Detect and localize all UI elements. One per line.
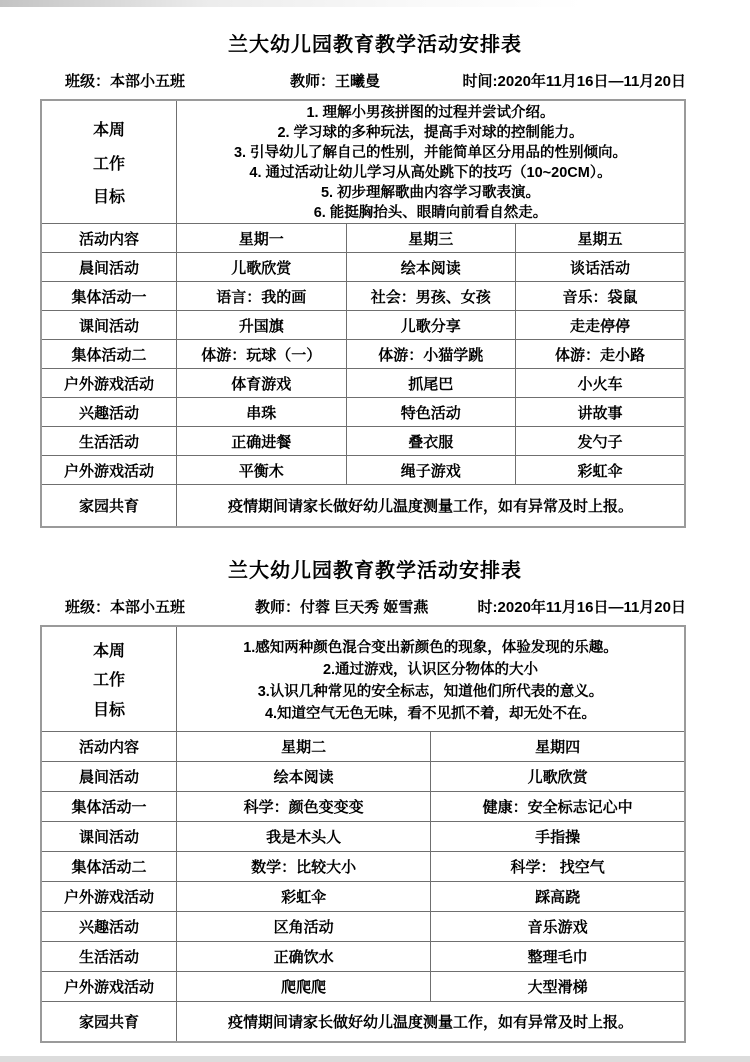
goal-item: 3. 引导幼儿了解自己的性别，并能简单区分用品的性别倾向。 — [233, 145, 628, 161]
table-row — [41, 427, 685, 456]
table-row — [41, 882, 685, 912]
home-coop-row — [41, 485, 685, 527]
cell: 数学：比较大小 — [177, 852, 431, 882]
row-label: 兴趣活动 — [41, 912, 177, 942]
cell: 绘本阅读 — [177, 762, 431, 792]
column-header: 星期三 — [346, 224, 516, 253]
cell: 抓尾巴 — [346, 369, 516, 398]
page-title: 兰大幼儿园教育教学活动安排表 — [228, 559, 522, 582]
cell: 体游：走小路 — [516, 340, 686, 369]
table-row — [41, 398, 685, 427]
column-header: 活动内容 — [41, 732, 177, 762]
cell: 彩虹伞 — [177, 882, 431, 912]
cell: 语言：我的画 — [177, 282, 347, 311]
table-row — [41, 942, 685, 972]
time-label: 时:2020年11月16日—11月20日 — [477, 598, 686, 616]
row-label: 户外游戏活动 — [41, 456, 177, 485]
table-row — [41, 792, 685, 822]
row-label: 户外游戏活动 — [41, 369, 177, 398]
row-label: 生活活动 — [41, 427, 177, 456]
schedule-sheet-2 — [0, 528, 750, 1043]
goals-list-cell — [177, 100, 686, 224]
cell: 彩虹伞 — [516, 456, 686, 485]
goal-item: 2.通过游戏，认识区分物体的大小 — [322, 661, 539, 678]
header-row — [41, 732, 685, 762]
table-row — [41, 456, 685, 485]
cell: 科学： 找空气 — [431, 852, 685, 882]
cell: 体育游戏 — [177, 369, 347, 398]
home-coop-text: 疫情期间请家长做好幼儿温度测量工作，如有异常及时上报。 — [177, 485, 686, 527]
table-row — [41, 762, 685, 792]
goals-header-line: 本周 — [92, 121, 125, 139]
cell: 正确饮水 — [177, 942, 431, 972]
goals-header — [46, 631, 172, 727]
page-title: 兰大幼儿园教育教学活动安排表 — [228, 34, 522, 56]
row-label: 课间活动 — [41, 822, 177, 852]
cell: 音乐：袋鼠 — [516, 282, 686, 311]
schedule-table — [40, 99, 686, 528]
goal-item: 3.认识几种常见的安全标志，知道他们所代表的意义。 — [257, 683, 604, 700]
page-bottom-edge — [0, 1056, 750, 1062]
column-header: 星期五 — [516, 224, 686, 253]
cell: 整理毛巾 — [431, 942, 685, 972]
goals-header-line: 工作 — [92, 155, 125, 173]
goals-header-line: 目标 — [92, 189, 125, 207]
cell: 社会：男孩、女孩 — [346, 282, 516, 311]
cell: 区角活动 — [177, 912, 431, 942]
table-row — [41, 822, 685, 852]
class-label: 班级：本部小五班 — [65, 73, 186, 90]
table-row — [41, 912, 685, 942]
goals-header-cell — [41, 626, 177, 732]
goals-header — [46, 106, 172, 218]
cell: 科学：颜色变变变 — [177, 792, 431, 822]
goals-header-line: 目标 — [92, 702, 125, 719]
row-label: 集体活动二 — [41, 340, 177, 369]
meta-line — [0, 596, 750, 617]
home-coop-text: 疫情期间请家长做好幼儿温度测量工作，如有异常及时上报。 — [177, 1002, 686, 1042]
column-header: 星期四 — [431, 732, 685, 762]
row-label: 集体活动一 — [41, 282, 177, 311]
table-row — [41, 311, 685, 340]
cell: 音乐游戏 — [431, 912, 685, 942]
goals-header-line: 工作 — [92, 672, 125, 690]
time-label: 时间:2020年11月16日—11月20日 — [462, 73, 686, 90]
goal-item: 1.感知两种颜色混合变出新颜色的现象，体验发现的乐趣。 — [243, 639, 618, 656]
cell: 谈话活动 — [516, 253, 686, 282]
cell: 正确进餐 — [177, 427, 347, 456]
table-row — [41, 369, 685, 398]
cell: 特色活动 — [346, 398, 516, 427]
teacher-label: 教师：王曦曼 — [290, 73, 381, 90]
row-label: 生活活动 — [41, 942, 177, 972]
cell: 大型滑梯 — [431, 972, 685, 1002]
home-coop-row — [41, 1002, 685, 1042]
cell: 讲故事 — [516, 398, 686, 427]
cell: 叠衣服 — [346, 427, 516, 456]
row-label: 户外游戏活动 — [41, 972, 177, 1002]
row-label: 晨间活动 — [41, 253, 177, 282]
goal-item: 4.知道空气无色无味，看不见抓不着，却无处不在。 — [264, 705, 597, 722]
row-label: 课间活动 — [41, 311, 177, 340]
column-header: 活动内容 — [41, 224, 177, 253]
goals-row — [41, 626, 685, 732]
table-row — [41, 972, 685, 1002]
goals-row — [41, 100, 685, 224]
goals-header-cell — [41, 100, 177, 224]
cell: 体游：玩球（一） — [177, 340, 347, 369]
row-label: 户外游戏活动 — [41, 882, 177, 912]
cell: 手指操 — [431, 822, 685, 852]
table-row — [41, 852, 685, 882]
cell: 串珠 — [177, 398, 347, 427]
cell: 绘本阅读 — [346, 253, 516, 282]
cell: 发勺子 — [516, 427, 686, 456]
goal-item: 1. 理解小男孩拼图的过程并尝试介绍。 — [306, 105, 555, 121]
goal-item: 6. 能挺胸抬头、眼睛向前看自然走。 — [313, 205, 548, 221]
row-label: 集体活动二 — [41, 852, 177, 882]
class-label: 班级：本部小五班 — [65, 598, 186, 616]
cell: 踩高跷 — [431, 882, 685, 912]
row-label: 家园共育 — [41, 1002, 177, 1042]
cell: 平衡木 — [177, 456, 347, 485]
row-label: 晨间活动 — [41, 762, 177, 792]
goal-item: 4. 通过活动让幼儿学习从高处跳下的技巧（10~20CM）。 — [249, 165, 612, 181]
cell: 健康：安全标志记心中 — [431, 792, 685, 822]
schedule-sheet-1 — [0, 0, 750, 528]
cell: 走走停停 — [516, 311, 686, 340]
row-label: 兴趣活动 — [41, 398, 177, 427]
table-row — [41, 340, 685, 369]
cell: 儿歌欣赏 — [177, 253, 347, 282]
cell: 儿歌分享 — [346, 311, 516, 340]
goal-item: 2. 学习球的多种玩法，提高手对球的控制能力。 — [277, 125, 584, 141]
cell: 爬爬爬 — [177, 972, 431, 1002]
schedule-table — [40, 625, 686, 1043]
cell: 小火车 — [516, 369, 686, 398]
table-row — [41, 253, 685, 282]
header-row — [41, 224, 685, 253]
page-top-shadow — [0, 0, 750, 7]
column-header: 星期一 — [177, 224, 347, 253]
cell: 儿歌欣赏 — [431, 762, 685, 792]
cell: 绳子游戏 — [346, 456, 516, 485]
goal-item: 5. 初步理解歌曲内容学习歌表演。 — [320, 185, 541, 201]
goals-list-cell — [177, 626, 686, 732]
column-header: 星期二 — [177, 732, 431, 762]
cell: 升国旗 — [177, 311, 347, 340]
table-row — [41, 282, 685, 311]
cell: 体游：小猫学跳 — [346, 340, 516, 369]
row-label: 家园共育 — [41, 485, 177, 527]
meta-line — [0, 70, 750, 91]
cell: 我是木头人 — [177, 822, 431, 852]
teacher-label: 教师：付蓉 巨天秀 姬雪燕 — [255, 598, 429, 616]
goals-header-line: 本周 — [92, 642, 125, 660]
row-label: 集体活动一 — [41, 792, 177, 822]
